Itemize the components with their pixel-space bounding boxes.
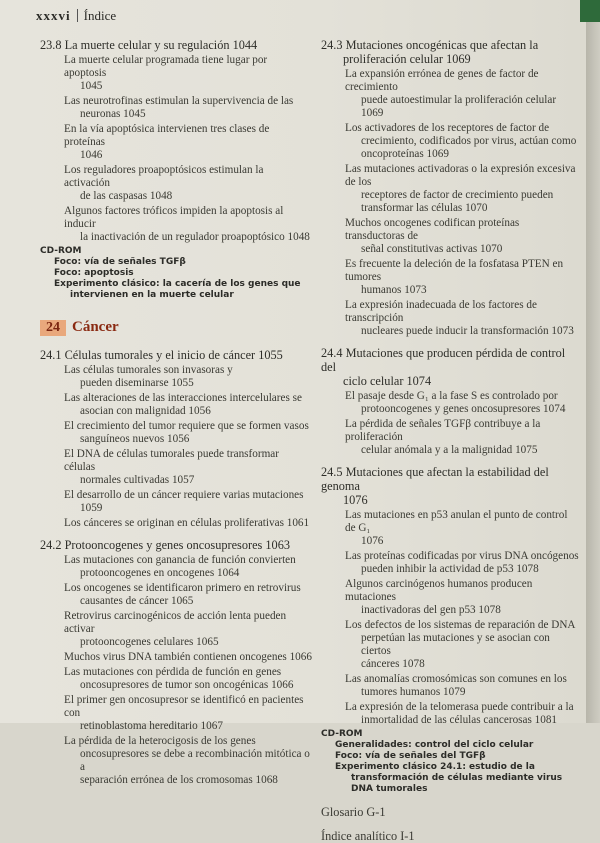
toc-entry-line: El crecimiento del tumor requiere que se formen vasos <box>64 420 309 432</box>
toc-entry-line: asocian con malignidad 1056 <box>80 405 211 417</box>
toc-entry-line: Las mutaciones en p53 anulan el punto de control de G₁ <box>345 509 568 534</box>
toc-entry <box>40 582 312 608</box>
toc-entry-line: receptores de factor de crecimiento pueden <box>361 189 554 201</box>
toc-entry <box>40 54 312 93</box>
section-24-4-heading-line: ciclo celular 1074 <box>343 374 432 388</box>
page-number: xxxvi <box>36 8 71 23</box>
toc-entry-line: pueden diseminarse 1055 <box>80 377 194 389</box>
toc-entry-line: El primer gen oncosupresor se identificó en pacientes con <box>64 694 304 719</box>
toc-entry-line: Las mutaciones con ganancia de función convierten <box>64 554 296 566</box>
toc-entry-line: La expansión errónea de genes de factor de crecimiento <box>345 68 539 93</box>
toc-entry-line: puede autoestimular la proliferación celular 1069 <box>361 94 557 119</box>
toc-entry-line: pueden inhibir la actividad de p53 1078 <box>361 563 539 575</box>
toc-entry-line: protooncogenes celulares 1065 <box>80 636 219 648</box>
toc-entry <box>321 122 579 161</box>
toc-entry <box>40 420 312 446</box>
header-section: Índice <box>83 8 117 23</box>
section-24-4-heading <box>321 346 579 388</box>
toc-entry <box>321 550 579 576</box>
toc-entry-line: 1076 <box>361 535 384 547</box>
cdrom-label: CD-ROM <box>321 729 363 739</box>
toc-entry <box>40 517 312 530</box>
cdrom-item-line: transformación de células mediante virus <box>351 773 563 783</box>
toc-entry-line: Los defectos de los sistemas de reparación de DNA <box>345 619 576 631</box>
toc-entry-line: inactivadoras del gen p53 1078 <box>361 604 501 616</box>
toc-entry <box>40 735 312 787</box>
spacer <box>321 819 579 829</box>
cdrom-label: CD-ROM <box>40 246 82 256</box>
cdrom-item <box>40 268 312 279</box>
toc-entry <box>40 448 312 487</box>
toc-entry-line: causantes de cáncer 1065 <box>80 595 194 607</box>
toc-entry-line: La pérdida de la heterocigosis de los genes <box>64 735 256 747</box>
toc-entry <box>321 673 579 699</box>
cdrom-item <box>40 257 312 268</box>
toc-entry-line: Las neurotrofinas estimulan la supervivencia de las <box>64 95 294 107</box>
toc-entry <box>40 364 312 390</box>
cdrom-item-line: Foco: apoptosis <box>54 268 134 278</box>
toc-entry-line: Las proteínas codificadas por virus DNA oncógenos <box>345 550 579 562</box>
chapter-heading <box>40 319 312 336</box>
section-24-3-heading-line: proliferación celular 1069 <box>343 52 471 66</box>
toc-entry-line: Los cánceres se originan en células proliferativas 1061 <box>64 517 310 529</box>
toc-entry-line: La pérdida de señales TGFβ contribuye a la proliferación <box>345 418 541 443</box>
toc-entry <box>40 610 312 649</box>
toc-entry-line: perpetúan las mutaciones y se asocian con ciertos <box>361 632 550 657</box>
index-entry: Índice analítico I-1 <box>321 829 415 843</box>
toc-entry <box>321 390 579 416</box>
toc-entry-line: Muchos oncogenes codifican proteínas transductoras de <box>345 217 520 242</box>
cdrom-item-line: Experimento clásico: la cacería de los genes que <box>54 279 301 289</box>
right-column <box>321 38 579 843</box>
toc-entry-line: nucleares puede inducir la transformación 1073 <box>361 325 574 337</box>
section-24-5-heading-line: 1076 <box>343 493 368 507</box>
toc-entry-line: Los reguladores proapoptósicos estimulan la activación <box>64 164 264 189</box>
cdrom-item <box>40 279 312 301</box>
toc-entry <box>40 95 312 121</box>
header-divider <box>77 9 78 22</box>
section-24-3-heading <box>321 38 579 66</box>
toc-entry-line: La expresión inadecuada de los factores de transcripción <box>345 299 537 324</box>
toc-entry-line: inmortalidad de las células cancerosas 1081 <box>361 714 558 726</box>
toc-entry-line: tumores humanos 1079 <box>361 686 466 698</box>
toc-entry-line: oncosupresores se debe a recombinación mitótica o a <box>80 748 310 773</box>
toc-entry-line: crecimiento, codificados por virus, actúan como <box>361 135 577 147</box>
toc-entry-line: señal constitutivas activas 1070 <box>361 243 503 255</box>
cdrom-item <box>321 751 579 762</box>
cdrom-item-line: Experimento clásico 24.1: estudio de la <box>335 762 535 772</box>
spacer <box>321 795 579 805</box>
section-24-4-heading-line: 24.4 Mutaciones que producen pérdida de control del <box>321 346 566 374</box>
toc-entry-line: Las mutaciones activadoras o la expresión excesiva de los <box>345 163 576 188</box>
toc-entry-line: 1045 <box>80 80 103 92</box>
toc-entry-line: Retrovirus carcinogénicos de acción lenta pueden activar <box>64 610 287 635</box>
toc-entry-line: Las alteraciones de las interacciones intercelulares se <box>64 392 302 404</box>
toc-entry-line: Los activadores de los receptores de factor de <box>345 122 550 134</box>
toc-entry <box>40 205 312 244</box>
toc-entry-line: La expresión de la telomerasa puede contribuir a la <box>345 701 574 713</box>
section-24-5-heading <box>321 465 579 507</box>
toc-entry-line: La muerte celular programada tiene lugar por apoptosis <box>64 54 268 79</box>
toc-entry-line: humanos 1073 <box>361 284 427 296</box>
cdrom-item <box>321 740 579 751</box>
left-column <box>40 38 312 789</box>
toc-entry-line: sanguíneos nuevos 1056 <box>80 433 190 445</box>
cdrom-item-line: intervienen en la muerte celular <box>70 290 234 300</box>
toc-entry <box>321 619 579 671</box>
toc-entry-line: Los oncogenes se identificaron primero en retrovirus <box>64 582 301 594</box>
toc-entry <box>321 509 579 548</box>
toc-entry-line: Algunos factores tróficos impiden la apoptosis al inducir <box>64 205 284 230</box>
toc-entry-line: celular anómala y a la malignidad 1075 <box>361 444 538 456</box>
toc-entry-line: Las células tumorales son invasoras y <box>64 364 233 376</box>
page-edge <box>586 0 600 723</box>
toc-entry-line: neuronas 1045 <box>80 108 146 120</box>
toc-entry-line: El DNA de células tumorales puede transformar células <box>64 448 279 473</box>
page-header <box>36 8 116 24</box>
section-24-2-heading: 24.2 Protooncogenes y genes oncosupresores 1063 <box>40 538 290 552</box>
cdrom-item-line: Foco: vía de señales del TGFβ <box>335 751 486 761</box>
toc-entry-line: protooncogenes en oncogenes 1064 <box>80 567 240 579</box>
section-24-1-heading: 24.1 Células tumorales y el inicio de cáncer 1055 <box>40 348 283 362</box>
toc-entry <box>40 666 312 692</box>
chapter-number: 24 <box>40 320 66 336</box>
toc-entry-line: oncoproteínas 1069 <box>361 148 449 160</box>
cdrom-item <box>321 762 579 795</box>
toc-entry-line: Muchos virus DNA también contienen oncogenes 1066 <box>64 651 312 663</box>
chapter-title: Cáncer <box>72 319 119 335</box>
toc-entry-line: oncosupresores de tumor son oncogénicas 1066 <box>80 679 294 691</box>
toc-entry <box>40 651 312 664</box>
toc-entry <box>321 163 579 215</box>
toc-entry-line: 1046 <box>80 149 103 161</box>
toc-entry-line: El desarrollo de un cáncer requiere varias mutaciones <box>64 489 304 501</box>
toc-entry <box>40 123 312 162</box>
toc-entry-line: de las caspasas 1048 <box>80 190 173 202</box>
toc-entry <box>40 489 312 515</box>
toc-entry <box>40 392 312 418</box>
cdrom-item-line: DNA tumorales <box>351 784 428 794</box>
section-23-8-heading: 23.8 La muerte celular y su regulación 1044 <box>40 38 258 52</box>
toc-entry <box>40 694 312 733</box>
toc-entry-line: En la vía apoptósica intervienen tres clases de proteínas <box>64 123 270 148</box>
glossary-entry: Glosario G-1 <box>321 805 386 819</box>
toc-entry <box>321 258 579 297</box>
toc-entry <box>321 578 579 617</box>
toc-entry-line: protooncogenes y genes oncosupresores 1074 <box>361 403 566 415</box>
cdrom-item-line: Foco: vía de señales TGFβ <box>54 257 186 267</box>
toc-entry-line: retinoblastoma hereditario 1067 <box>80 720 223 732</box>
toc-entry <box>321 701 579 727</box>
toc-entry-line: la inactivación de un regulador proapoptósico 1048 <box>80 231 310 243</box>
toc-entry-line: cánceres 1078 <box>361 658 425 670</box>
cdrom-item-line: Generalidades: control del ciclo celular <box>335 740 534 750</box>
toc-entry <box>40 164 312 203</box>
toc-entry-line: separación errónea de los cromosomas 1068 <box>80 774 278 786</box>
toc-entry-line: Las anomalías cromosómicas son comunes en los <box>345 673 567 685</box>
toc-entry-line: 1059 <box>80 502 103 514</box>
section-24-5-heading-line: 24.5 Mutaciones que afectan la estabilidad del genoma <box>321 465 549 493</box>
section-24-3-heading-line: 24.3 Mutaciones oncogénicas que afectan la <box>321 38 539 52</box>
toc-entry <box>321 217 579 256</box>
toc-entry-line: normales cultivadas 1057 <box>80 474 195 486</box>
toc-entry-line: Algunos carcinógenos humanos producen mutaciones <box>345 578 533 603</box>
toc-entry-line: El pasaje desde G₁ a la fase S es controlado por <box>345 390 558 402</box>
toc-entry-line: Las mutaciones con pérdida de función en genes <box>64 666 282 678</box>
toc-entry <box>40 554 312 580</box>
toc-entry <box>321 68 579 120</box>
toc-entry <box>321 299 579 338</box>
toc-entry-line: Es frecuente la deleción de la fosfatasa PTEN en tumores <box>345 258 564 283</box>
toc-entry <box>321 418 579 457</box>
toc-entry-line: transformar las células 1070 <box>361 202 488 214</box>
book-cover-edge <box>580 0 600 22</box>
